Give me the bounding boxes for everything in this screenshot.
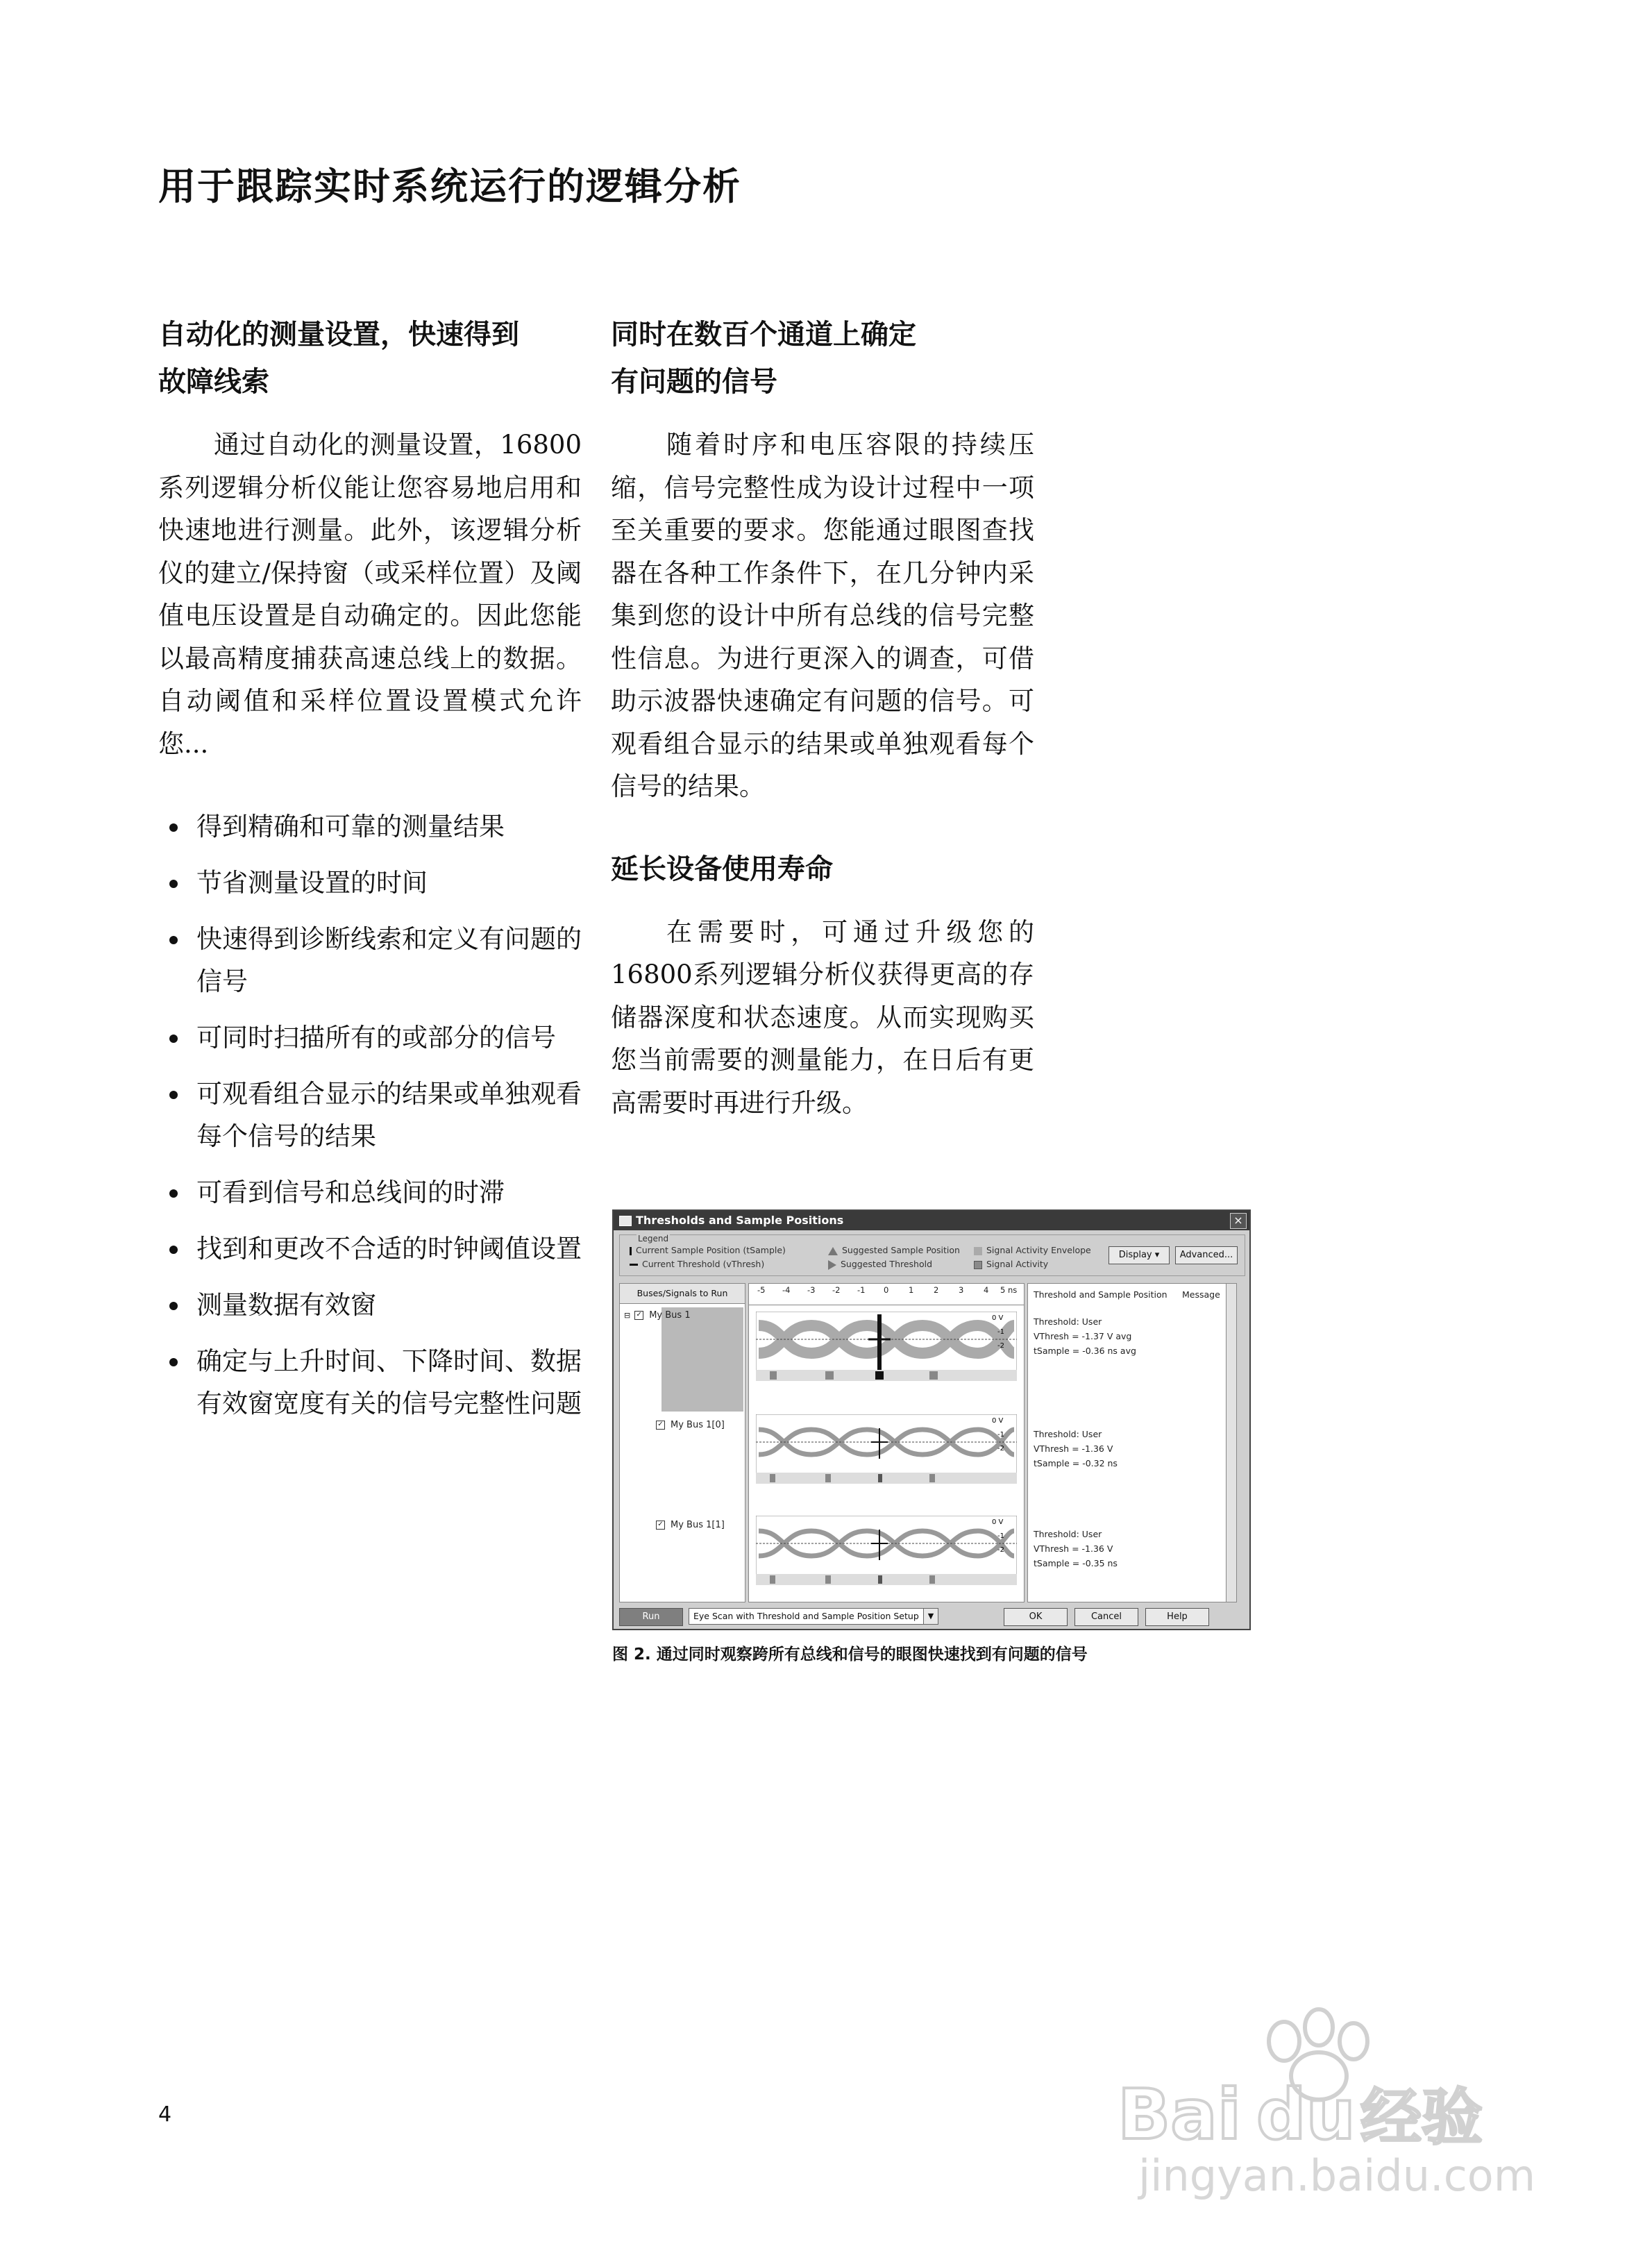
volt-label: 0 V: [992, 1518, 1004, 1526]
tick-label: 3: [959, 1285, 964, 1295]
threshold-info-panel: [1027, 1283, 1237, 1602]
list-item-text: 可同时扫描所有的或部分的信号: [196, 1023, 556, 1053]
volt-label: -1: [997, 1431, 1004, 1439]
right-heading-line-2: 有问题的信号: [611, 366, 777, 398]
tree-header: Buses/Signals to Run: [620, 1284, 745, 1304]
page-number: 4: [158, 2102, 172, 2127]
expand-icon[interactable]: ⊟: [624, 1311, 631, 1320]
list-item-text: 确定与上升时间、下降时间、数据有效窗宽度有关的信号完整性问题: [196, 1346, 582, 1418]
tree-node-bus[interactable]: ⊟ ✓ My Bus 1: [624, 1310, 691, 1321]
tick-label: 0: [884, 1285, 889, 1295]
triangle-right-icon: [828, 1260, 836, 1270]
advanced-button[interactable]: Advanced...: [1175, 1246, 1238, 1264]
volt-label: -2: [997, 1445, 1004, 1452]
tick-label: -2: [832, 1285, 841, 1295]
info-block: Threshold: User VThresh = -1.37 V avg tSample = -0.36 ns avg: [1034, 1316, 1136, 1356]
bullet-icon: [169, 936, 178, 944]
volt-label: -1: [997, 1328, 1004, 1336]
left-paragraph: 通过自动化的测量设置，16800系列逻辑分析仪能让您容易地启用和快速地进行测量。此外，该逻辑分析仪的建立/保持窗（或采样位置）及阈值电压设置是自动确定的。因此您能以最高精度捕获高速总线上的数据。自动阈值和采样位置设置模式允许您...: [158, 430, 582, 759]
volt-label: 0 V: [992, 1417, 1004, 1425]
info-block: Threshold: User VThresh = -1.36 V tSample = -0.35 ns: [1034, 1529, 1118, 1568]
bullet-icon: [169, 880, 178, 888]
svg-text:Bai: Bai: [1118, 2074, 1241, 2155]
chevron-down-icon[interactable]: ▼: [923, 1609, 938, 1624]
sample-position-icon: [630, 1247, 632, 1255]
dialog-titlebar: [614, 1211, 1249, 1230]
vertical-scrollbar[interactable]: [1226, 1284, 1236, 1602]
list-item: [158, 1171, 582, 1214]
eye-diagram-signal-0: [756, 1414, 1017, 1484]
tree-selection-highlight: [661, 1307, 743, 1412]
left-column: [158, 311, 582, 1439]
list-item-text: 测量数据有效窗: [196, 1290, 376, 1320]
tick-label: -3: [807, 1285, 816, 1295]
bullet-icon: [169, 1035, 178, 1043]
signal-tree: [619, 1283, 745, 1602]
run-button[interactable]: Run: [619, 1608, 683, 1626]
bullet-icon: [169, 1246, 178, 1254]
legend-item: Suggested Threshold: [828, 1259, 932, 1270]
window-icon: [619, 1216, 632, 1226]
right-heading-line-1: 同时在数百个通道上确定: [611, 319, 916, 351]
tick-label: -1: [857, 1285, 866, 1295]
list-item: [158, 1073, 582, 1157]
checkbox[interactable]: ✓: [634, 1311, 643, 1320]
left-heading-line-2: 故障线索: [158, 366, 269, 398]
legend-item: Suggested Sample Position: [828, 1245, 960, 1255]
list-item-text: 可观看组合显示的结果或单独观看每个信号的结果: [196, 1079, 582, 1151]
tree-node-signal[interactable]: ✓ My Bus 1[0]: [656, 1420, 725, 1430]
volt-label: -2: [997, 1342, 1004, 1350]
close-icon[interactable]: ×: [1230, 1213, 1247, 1229]
list-item-text: 节省测量设置的时间: [196, 868, 428, 898]
tick-label: 2: [934, 1285, 939, 1295]
bullet-icon: [169, 1189, 178, 1198]
eye-diagram-bus: [756, 1312, 1017, 1381]
volt-label: 0 V: [992, 1314, 1004, 1322]
left-heading: [158, 311, 582, 405]
envelope-swatch-icon: [974, 1247, 982, 1255]
activity-swatch-icon: [974, 1261, 982, 1269]
right-column: [611, 311, 1034, 1124]
info-block: Threshold: User VThresh = -1.36 V tSample = -0.32 ns: [1034, 1429, 1118, 1468]
dialog-footer: [614, 1605, 1249, 1630]
lifetime-heading: 延长设备使用寿命: [611, 853, 833, 885]
svg-text:经验: 经验: [1360, 2082, 1483, 2153]
left-heading-line-1: 自动化的测量设置，快速得到: [158, 319, 519, 351]
setup-select[interactable]: Eye Scan with Threshold and Sample Position Setup ▼: [689, 1608, 938, 1625]
legend-item: Current Sample Position (tSample): [630, 1245, 786, 1255]
list-item-text: 快速得到诊断线索和定义有问题的信号: [196, 924, 582, 996]
list-item: [158, 1284, 582, 1326]
baidu-watermark-logo: [1111, 2000, 1541, 2201]
cancel-button[interactable]: Cancel: [1074, 1608, 1138, 1626]
tick-label: -5: [757, 1285, 766, 1295]
info-header: Threshold and Sample Position: [1034, 1289, 1168, 1300]
display-button[interactable]: Display ▾: [1109, 1246, 1170, 1264]
legend-box: [619, 1234, 1245, 1276]
tick-label: 5 ns: [1000, 1285, 1018, 1295]
eye-diagram-plot[interactable]: [748, 1283, 1025, 1602]
list-item: [158, 862, 582, 904]
tick-label: 1: [909, 1285, 914, 1295]
thresholds-dialog-screenshot: [612, 1209, 1251, 1630]
list-item-text: 找到和更改不合适的时钟阈值设置: [196, 1234, 582, 1264]
right-paragraph: 随着时序和电压容限的持续压缩，信号完整性成为设计过程中一项至关重要的要求。您能通过眼图查找器在各种工作条件下，在几分钟内采集到您的设计中所有总线的信号完整性信息。为进行更深入的调查，可借助示波器快速确定有问题的信号。可观看组合显示的结果或单独观看每个信号的结果。: [611, 430, 1034, 801]
tick-label: -4: [782, 1285, 791, 1295]
bullet-icon: [169, 823, 178, 832]
list-item-text: 得到精确和可靠的测量结果: [196, 812, 505, 841]
list-item: [158, 918, 582, 1003]
triangle-up-icon: [828, 1247, 838, 1255]
checkbox[interactable]: ✓: [656, 1521, 665, 1530]
list-item: [158, 1340, 582, 1425]
svg-text:jingyan.baidu.com: jingyan.baidu.com: [1138, 2150, 1536, 2201]
volt-label: -1: [997, 1532, 1004, 1540]
threshold-line-icon: [630, 1264, 638, 1266]
dialog-title: Thresholds and Sample Positions: [636, 1214, 844, 1227]
time-ruler: [749, 1284, 1024, 1305]
page-title: 用于跟踪实时系统运行的逻辑分析: [158, 165, 741, 208]
legend-item: Signal Activity Envelope: [974, 1245, 1091, 1255]
legend-item: Current Threshold (vThresh): [630, 1259, 764, 1269]
list-item: [158, 1228, 582, 1270]
svg-text:du: du: [1256, 2074, 1356, 2155]
list-item-text: 可看到信号和总线间的时滞: [196, 1178, 505, 1207]
list-item: [158, 1016, 582, 1059]
checkbox[interactable]: ✓: [656, 1421, 665, 1430]
bullet-icon: [169, 1302, 178, 1310]
help-button[interactable]: Help: [1145, 1608, 1209, 1626]
bullet-icon: [169, 1091, 178, 1099]
volt-label: -2: [997, 1546, 1004, 1554]
eye-diagram-signal-1: [756, 1516, 1017, 1585]
message-header: Message: [1182, 1289, 1220, 1300]
list-item: [158, 805, 582, 848]
feature-list: [158, 805, 582, 1425]
right-heading: [611, 311, 1034, 405]
figure-caption: 图 2. 通过同时观察跨所有总线和信号的眼图快速找到有问题的信号: [612, 1646, 1088, 1664]
bullet-icon: [169, 1358, 178, 1366]
legend-title: Legend: [638, 1234, 669, 1244]
tick-label: 4: [984, 1285, 989, 1295]
legend-item: Signal Activity: [974, 1259, 1048, 1269]
ok-button[interactable]: OK: [1004, 1608, 1068, 1626]
tree-node-signal[interactable]: ✓ My Bus 1[1]: [656, 1520, 725, 1530]
lifetime-paragraph: 在需要时，可通过升级您的16800系列逻辑分析仪获得更高的存储器深度和状态速度。从而实现购买您当前需要的测量能力，在日后有更高需要时再进行升级。: [611, 916, 1034, 1118]
